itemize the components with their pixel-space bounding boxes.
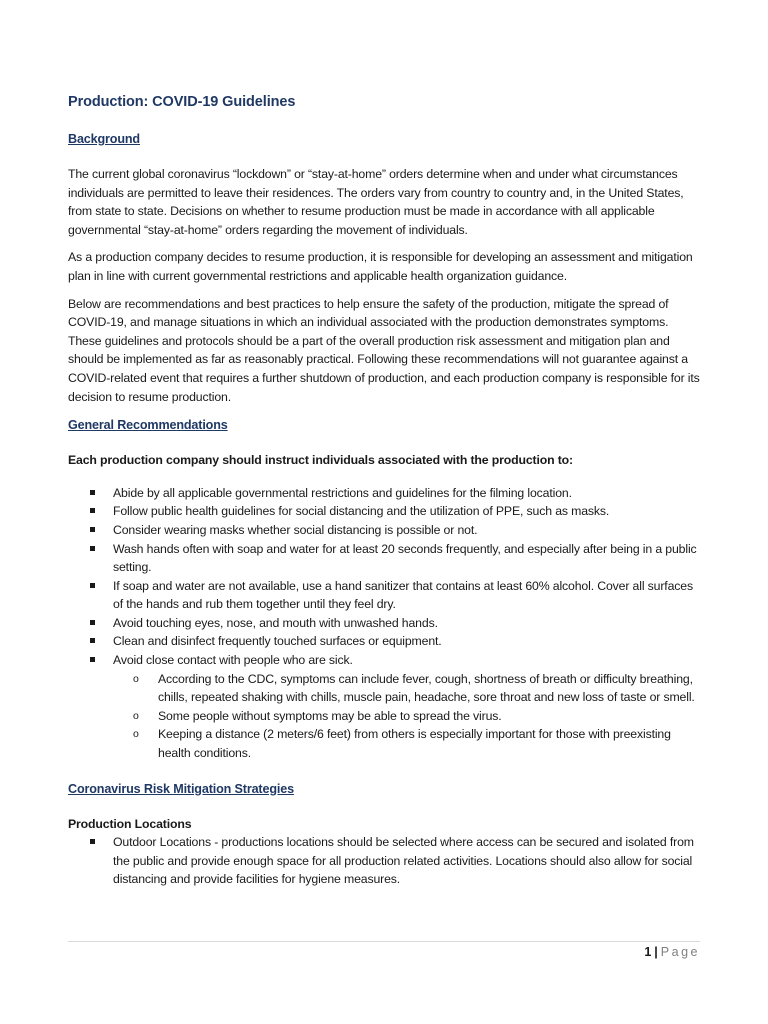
page-number: 1 [644,945,652,959]
list-item: Avoid touching eyes, nose, and mouth with unwashed hands. [68,614,700,633]
document-title: Production: COVID-19 Guidelines [68,94,296,110]
section-heading-general-recommendations: General Recommendations [68,418,228,433]
list-item: If soap and water are not available, use a hand sanitizer that contains at least 60% alcohol. Cover all surfaces of the hands and rub them together until they feel dry. [68,577,700,614]
footer-divider [68,941,700,942]
sublist-item: o Keeping a distance (2 meters/6 feet) from others is especially important for those with preexisting health conditions. [113,725,700,762]
footer-separator: | [654,945,658,959]
background-paragraph-3: Below are recommendations and best practices to help ensure the safety of the production, mitigate the spread of COVID-19, and manage situations in which an individual associated with the production demonstrates symptoms. These guidelines and protocols should be a part of the overall production risk assessment and mitigation plan and should be implemented as far as reasonably practical. Following these recommendations will not guarantee against a COVID-related event that requires a further shutdown of production, and each production company is responsible for its decision to resume production. [68,296,700,404]
page-footer [644,943,700,961]
list-item: Avoid close contact with people who are sick. [68,651,700,670]
sublist-item: o Some people without symptoms may be able to spread the virus. [113,707,700,726]
background-paragraph-1: The current global coronavirus “lockdown” or “stay-at-home” orders determine when and under what circumstances individuals are permitted to leave their residences. The orders vary from country to country and, in the United States, from state to state. Decisions on whether to resume production must be made in accordance with all applicable governmental “stay-at-home” orders regarding the movement of individuals. [68,167,684,237]
page-label: Page [660,945,700,959]
list-item: Outdoor Locations - productions locations should be selected where access can be secured and isolated from the public and provide enough space for all production related activities. Locations should also allow for social distancing and provide facilities for hygiene measures. [68,833,700,889]
list-item: Consider wearing masks whether social distancing is possible or not. [68,521,700,540]
general-recommendations-list [68,484,700,670]
list-item: Wash hands often with soap and water for at least 20 seconds frequently, and especially after being in a public setting. [68,540,700,577]
list-item: Follow public health guidelines for social distancing and the utilization of PPE, such as masks. [68,502,700,521]
symptoms-sublist [68,670,700,763]
list-item: Clean and disinfect frequently touched surfaces or equipment. [68,632,700,651]
production-locations-list [68,833,700,889]
section-heading-background: Background [68,132,140,146]
background-paragraph-2: As a production company decides to resume production, it is responsible for developing an assessment and mitigation plan in line with current governmental restrictions and applicable health organization guidance. [68,250,693,283]
general-lead-text: Each production company should instruct individuals associated with the production to: [68,453,573,468]
subheading-production-locations: Production Locations [68,816,192,831]
list-item: Abide by all applicable governmental restrictions and guidelines for the filming location. [68,484,700,503]
sublist-item: o According to the CDC, symptoms can include fever, cough, shortness of breath or difficulty breathing, chills, repeated shaking with chills, muscle pain, headache, sore throat and new loss of taste or smell. [113,670,700,707]
document-page [68,92,700,889]
section-heading-risk-mitigation: Coronavirus Risk Mitigation Strategies [68,781,294,796]
